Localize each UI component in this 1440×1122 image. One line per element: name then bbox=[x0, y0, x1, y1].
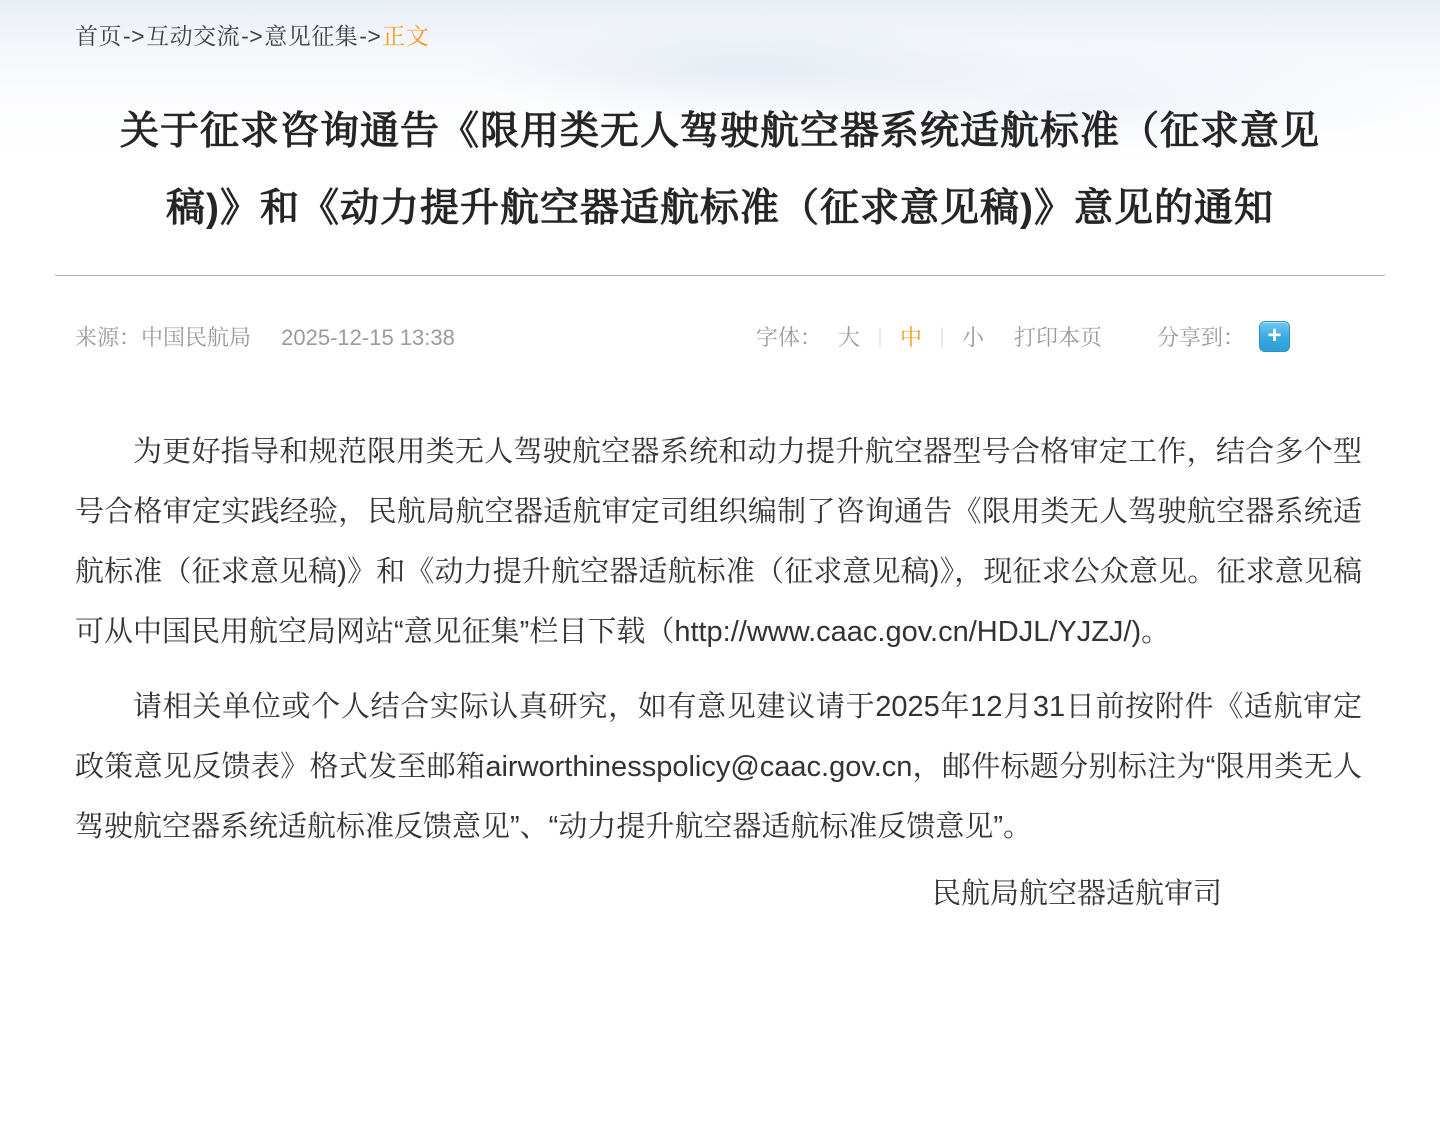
article-signature: 民航局航空器适航审司 bbox=[931, 878, 1222, 910]
breadcrumb-current: 正文 bbox=[382, 23, 430, 49]
font-size-small-button[interactable]: 小 bbox=[961, 325, 984, 350]
title-divider bbox=[55, 275, 1385, 276]
font-size-separator: ｜ bbox=[931, 328, 952, 350]
breadcrumb-item-solicitation[interactable]: 意见征集 bbox=[264, 23, 359, 49]
breadcrumb-separator: -> bbox=[359, 23, 382, 49]
breadcrumb-item-interaction[interactable]: 互动交流 bbox=[146, 23, 241, 49]
share-plus-icon: + bbox=[1267, 321, 1282, 349]
article-meta-bar bbox=[75, 321, 1290, 352]
share-button[interactable] bbox=[1259, 321, 1290, 352]
print-page-button[interactable]: 打印本页 bbox=[1013, 325, 1102, 350]
font-size-medium-button[interactable]: 中 bbox=[899, 325, 922, 350]
font-size-separator: ｜ bbox=[869, 328, 890, 350]
article-body bbox=[75, 422, 1362, 916]
breadcrumb-item-home[interactable]: 首页 bbox=[75, 23, 122, 49]
source-label-and-name bbox=[75, 325, 251, 350]
breadcrumb-separator: -> bbox=[123, 23, 146, 49]
font-size-label: 字体： bbox=[755, 325, 822, 350]
breadcrumb bbox=[0, 0, 1440, 51]
article-paragraph-2: 请相关单位或个人结合实际认真研究，如有意见建议请于2025年12月31日前按附件《适航审定政策意见反馈表》格式发至邮箱airworthinesspolicy@caac.gov.cn，邮件标题分别标注为“限用类无人驾驶航空器系统适航标准反馈意见”、“动力提升航空器适航标准反馈意见”。 bbox=[75, 691, 1362, 843]
font-size-large-button[interactable]: 大 bbox=[837, 325, 860, 350]
publish-datetime: 2025-12-15 13:38 bbox=[281, 325, 455, 350]
article-meta-left bbox=[75, 321, 455, 352]
share-to-label: 分享到： bbox=[1156, 325, 1245, 350]
page-title: 关于征求咨询通告《限用类无人驾驶航空器系统适航标准（征求意见稿)》和《动力提升航空器适航标准（征求意见稿)》意见的通知 bbox=[119, 110, 1320, 230]
article-paragraph-1: 为更好指导和规范限用类无人驾驶航空器系统和动力提升航空器型号合格审定工作，结合多个型号合格审定实践经验，民航局航空器适航审定司组织编制了咨询通告《限用类无人驾驶航空器系统适航标准（征求意见稿)》和《动力提升航空器适航标准（征求意见稿)》，现征求公众意见。征求意见稿可从中国民用航空局网站“意见征集”栏目下载（http://www.caac.gov.cn/HDJL/YJZJ/)。 bbox=[75, 436, 1362, 648]
source-label: 来源： bbox=[75, 325, 142, 350]
article-meta-right bbox=[756, 321, 1290, 352]
source-value: 中国民航局 bbox=[141, 325, 252, 350]
breadcrumb-separator: -> bbox=[241, 23, 264, 49]
